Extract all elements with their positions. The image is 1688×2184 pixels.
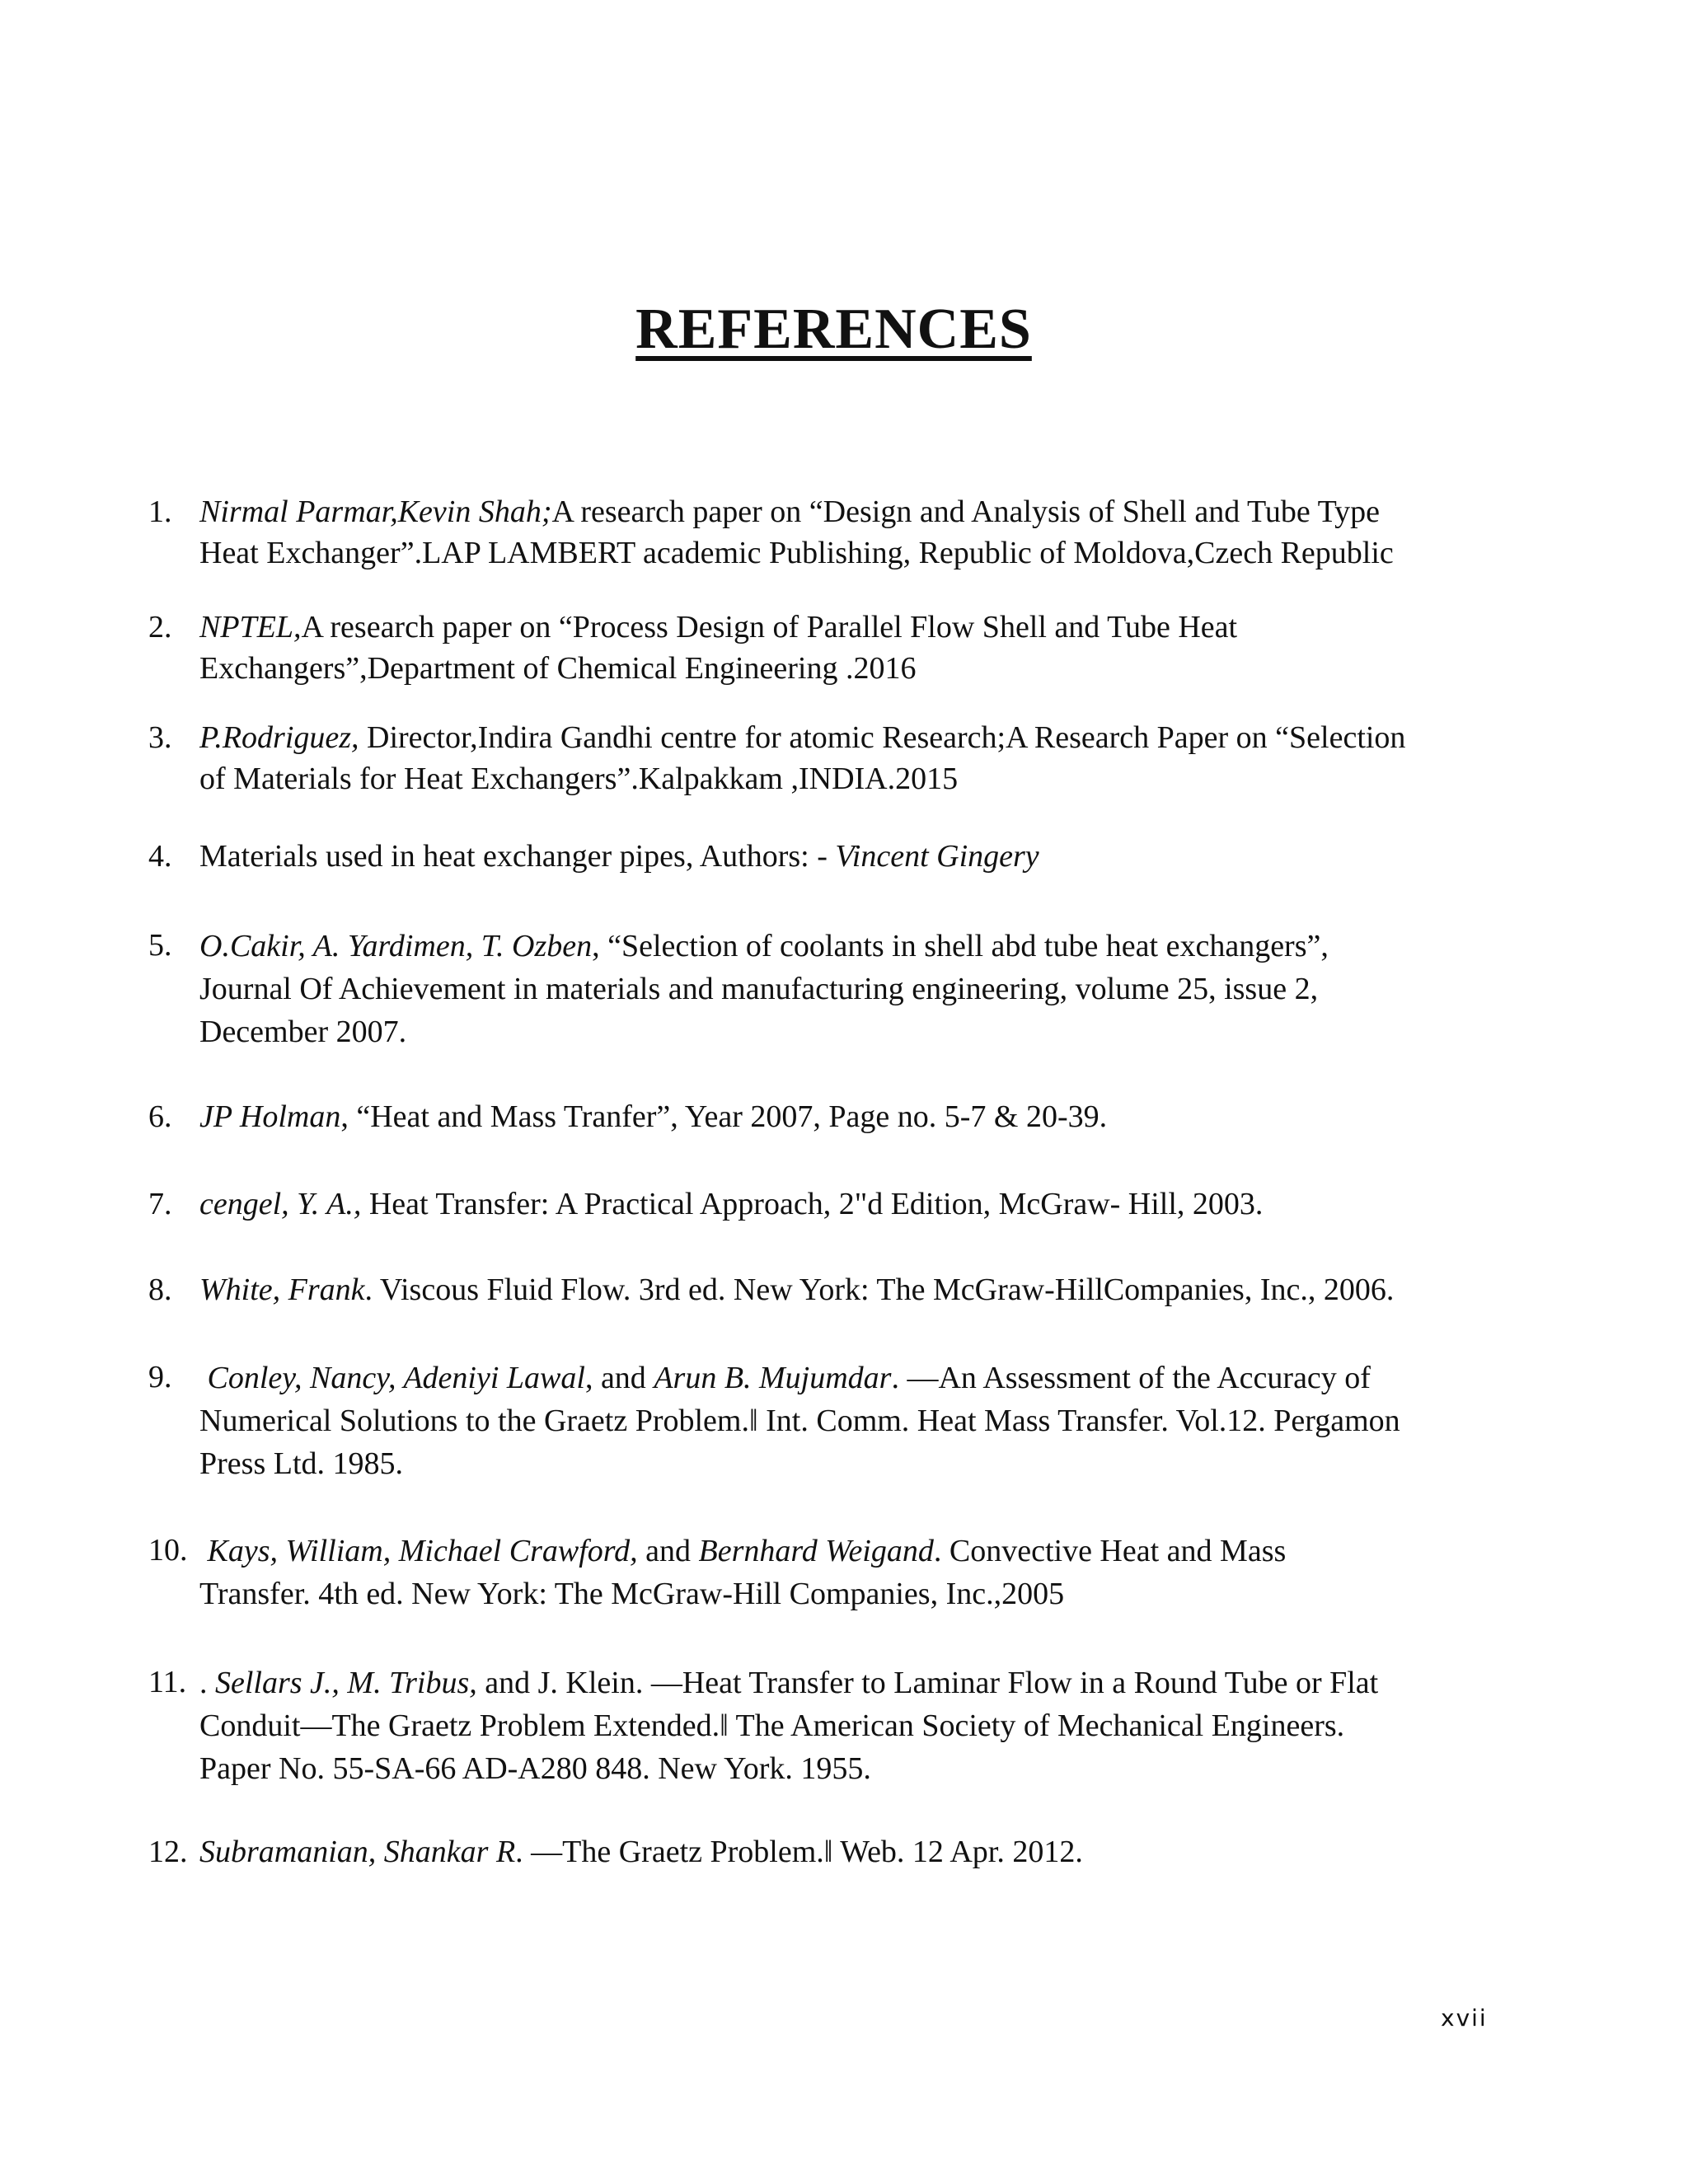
reference-text: . Viscous Fluid Flow. 3rd ed. New York: The McGraw-HillCompanies, Inc., 2006.	[364, 1272, 1395, 1307]
reference-number: 9.	[148, 1360, 172, 1394]
reference-author: P.Rodriguez,	[199, 720, 359, 755]
reference-item	[148, 1530, 1500, 1615]
reference-text: Press Ltd. 1985.	[199, 1446, 403, 1481]
reference-text: Exchangers”,Department of Chemical Engineering .2016	[199, 651, 917, 686]
reference-text: Director,Indira Gandhi centre for atomic Research;A Research Paper on “Selection	[359, 720, 1406, 755]
reference-number: 6.	[148, 1099, 172, 1134]
reference-text: Numerical Solutions to the Graetz Problem.‖ Int. Comm. Heat Mass Transfer. Vol.12. Pergamon	[199, 1404, 1400, 1438]
reference-text: December 2007.	[199, 1015, 407, 1049]
page-title: REFERENCES	[635, 298, 1032, 361]
reference-item	[148, 491, 1500, 574]
reference-text: , and	[584, 1361, 654, 1395]
reference-text: Journal Of Achievement in materials and manufacturing engineering, volume 25, issue 2,	[199, 972, 1319, 1006]
reference-number: 2.	[148, 610, 172, 644]
reference-item	[148, 1096, 1500, 1137]
reference-number: 8.	[148, 1272, 172, 1307]
reference-author: JP Holman	[199, 1099, 341, 1134]
reference-item	[148, 925, 1500, 1053]
reference-number: 1.	[148, 494, 172, 529]
reference-item	[148, 607, 1500, 689]
reference-text: , “Selection of coolants in shell abd tube heat exchangers”,	[592, 929, 1329, 963]
reference-author: Subramanian, Shankar R	[199, 1835, 516, 1869]
reference-text: and J. Klein. ―Heat Transfer to Laminar Flow in a Round Tube or Flat	[476, 1666, 1379, 1700]
reference-author: White, Frank	[199, 1272, 365, 1307]
reference-number: 5.	[148, 928, 172, 963]
reference-text: and	[637, 1534, 699, 1568]
reference-item	[148, 717, 1500, 799]
reference-number: 4.	[148, 839, 172, 874]
reference-text: . ―An Assessment of the Accuracy of	[891, 1361, 1371, 1395]
reference-text: Transfer. 4th ed. New York: The McGraw-Hill Companies, Inc.,2005	[199, 1577, 1065, 1611]
reference-author: Kays, William, Michael Crawford,	[207, 1534, 638, 1568]
reference-text: , “Heat and Mass Tranfer”, Year 2007, Page no. 5-7 & 20-39.	[340, 1099, 1108, 1134]
reference-text: Heat Exchanger”.LAP LAMBERT academic Publishing, Republic of Moldova,Czech Republic	[199, 536, 1394, 570]
reference-text: . Convective Heat and Mass	[933, 1534, 1287, 1568]
reference-text: . ―The Graetz Problem.‖ Web. 12 Apr. 2012.	[515, 1835, 1083, 1869]
reference-text: Heat Transfer: A Practical Approach, 2"d Edition, McGraw- Hill, 2003.	[361, 1187, 1264, 1221]
reference-item	[148, 1661, 1500, 1790]
reference-item	[148, 1269, 1500, 1310]
reference-author: Bernhard Weigand	[698, 1534, 934, 1568]
page-number: xvii	[1441, 2004, 1488, 2032]
reference-text: Paper No. 55-SA-66 AD-A280 848. New York. 1955.	[199, 1751, 871, 1786]
reference-item	[148, 1831, 1500, 1872]
reference-number: 11.	[148, 1665, 187, 1699]
reference-text: A research paper on “Process Design of Parallel Flow Shell and Tube Heat	[301, 610, 1238, 644]
reference-author: Arun B. Mujumdar	[654, 1361, 892, 1395]
reference-author: Nirmal Parmar,Kevin Shah;	[199, 494, 552, 529]
reference-author: cengel, Y. A.,	[199, 1187, 362, 1221]
reference-text: A research paper on “Design and Analysis of Shell and Tube Type	[551, 494, 1381, 529]
reference-author: O.Cakir, A. Yardimen, T. Ozben	[199, 929, 593, 963]
reference-text: .	[199, 1666, 215, 1700]
reference-number: 12.	[148, 1835, 188, 1869]
reference-text: Conduit—The Graetz Problem Extended.‖ The American Society of Mechanical Engineers.	[199, 1708, 1345, 1743]
reference-author: NPTEL,	[199, 610, 302, 644]
reference-item	[148, 1357, 1500, 1485]
reference-item	[148, 836, 1500, 877]
reference-number: 7.	[148, 1187, 172, 1221]
reference-author: Vincent Gingery	[835, 839, 1039, 874]
reference-author: Conley, Nancy, Adeniyi Lawal	[207, 1361, 585, 1395]
reference-author: Sellars J., M. Tribus,	[215, 1666, 477, 1700]
reference-text: Materials used in heat exchanger pipes, Authors: -	[199, 839, 836, 874]
reference-number: 10.	[148, 1533, 188, 1568]
reference-text: of Materials for Heat Exchangers”.Kalpakkam ,INDIA.2015	[199, 762, 959, 796]
reference-number: 3.	[148, 720, 172, 755]
reference-item	[148, 1183, 1500, 1225]
